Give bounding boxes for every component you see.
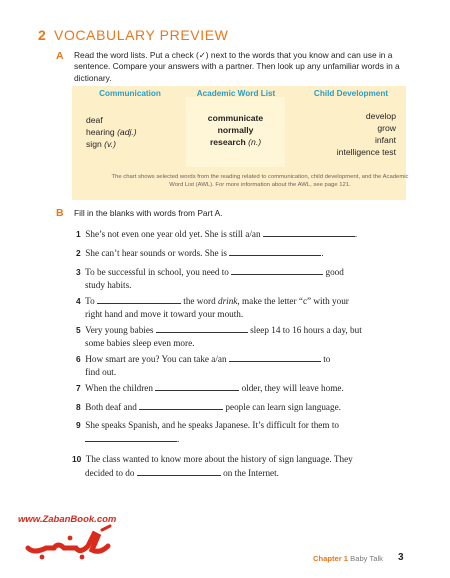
exercise-item-9: 9 She speaks Spanish, and he speaks Japanese. It’s difficult for them to . (76, 420, 339, 445)
exercise-item-2: 2 She can’t hear sounds or words. She is . (76, 248, 324, 258)
exercise-item-6: 6 How smart are you? You can take a/an to find out. (76, 354, 331, 378)
exercise-item-3: 3 To be successful in school, you need to good study habits. (76, 267, 344, 291)
page-number: 3 (398, 552, 404, 563)
exercise-item-4: 4 To the word drink, make the letter “c” with your right hand and move it toward your mouth. (76, 296, 349, 320)
answer-blank[interactable] (263, 227, 355, 237)
word-item: infant (374, 135, 396, 145)
word-item: develop (365, 111, 396, 121)
watermark-url: www.ZabanBook.com (18, 514, 117, 525)
table-caption: The chart shows selected words from the reading related to communication, child development, and the Academic Word List (AWL). For more information about the AWL, see page 121. (111, 174, 409, 188)
exercise-item-8: 8 Both deaf and people can learn sign language. (76, 402, 341, 412)
watermark-logo-graphic (24, 524, 114, 562)
word-item: hearing (adj.) (86, 127, 137, 137)
answer-blank[interactable] (155, 381, 239, 391)
part-b-instruction: Fill in the blanks with words from Part A. (74, 208, 223, 218)
word-item: intelligence test (336, 147, 396, 157)
answer-blank[interactable] (229, 352, 321, 362)
chapter-label: Chapter 1 (313, 554, 349, 563)
answer-blank[interactable] (229, 246, 321, 256)
part-a-instruction: Read the word lists. Put a check (✓) next to the words that you know and can use in a sentence. Compare your answers with a partner. Then look up any unfamiliar words in a dictionary. (74, 50, 400, 83)
child-development-word-list (300, 110, 396, 158)
word-item: normally (217, 125, 254, 135)
exercise-item-7: 7 When the children older, they will leave home. (76, 383, 344, 393)
word-item: sign (v.) (86, 139, 116, 149)
communication-word-list (86, 114, 137, 150)
section-title: VOCABULARY PREVIEW (54, 27, 229, 43)
chapter-footer (313, 554, 383, 563)
section-number: 2 (38, 27, 46, 43)
answer-blank[interactable] (137, 466, 221, 476)
answer-blank[interactable] (85, 432, 177, 442)
chapter-title: Baby Talk (350, 554, 383, 563)
exercise-item-5: 5 Very young babies sleep 14 to 16 hours a day, but some babies sleep even more. (76, 325, 362, 349)
communication-heading: Communication (99, 89, 161, 98)
part-b-label: B (56, 207, 64, 219)
word-item: deaf (86, 115, 103, 125)
answer-blank[interactable] (97, 294, 181, 304)
word-item: grow (377, 123, 396, 133)
answer-blank[interactable] (139, 400, 223, 410)
exercise-item-10: 10 The class wanted to know more about the history of sign language. They decided to do on the Internet. (72, 454, 353, 479)
watermark-logo (24, 524, 114, 567)
word-item: communicate (207, 113, 264, 123)
exercise-item-1: 1 She’s not even one year old yet. She is still a/an . (76, 229, 358, 239)
awl-heading: Academic Word List (196, 89, 276, 98)
answer-blank[interactable] (231, 265, 323, 275)
child-development-heading: Child Development (313, 89, 389, 98)
word-item: research (n.) (209, 137, 262, 147)
awl-word-list (186, 112, 285, 148)
answer-blank[interactable] (156, 323, 248, 333)
part-a-label: A (56, 50, 64, 62)
